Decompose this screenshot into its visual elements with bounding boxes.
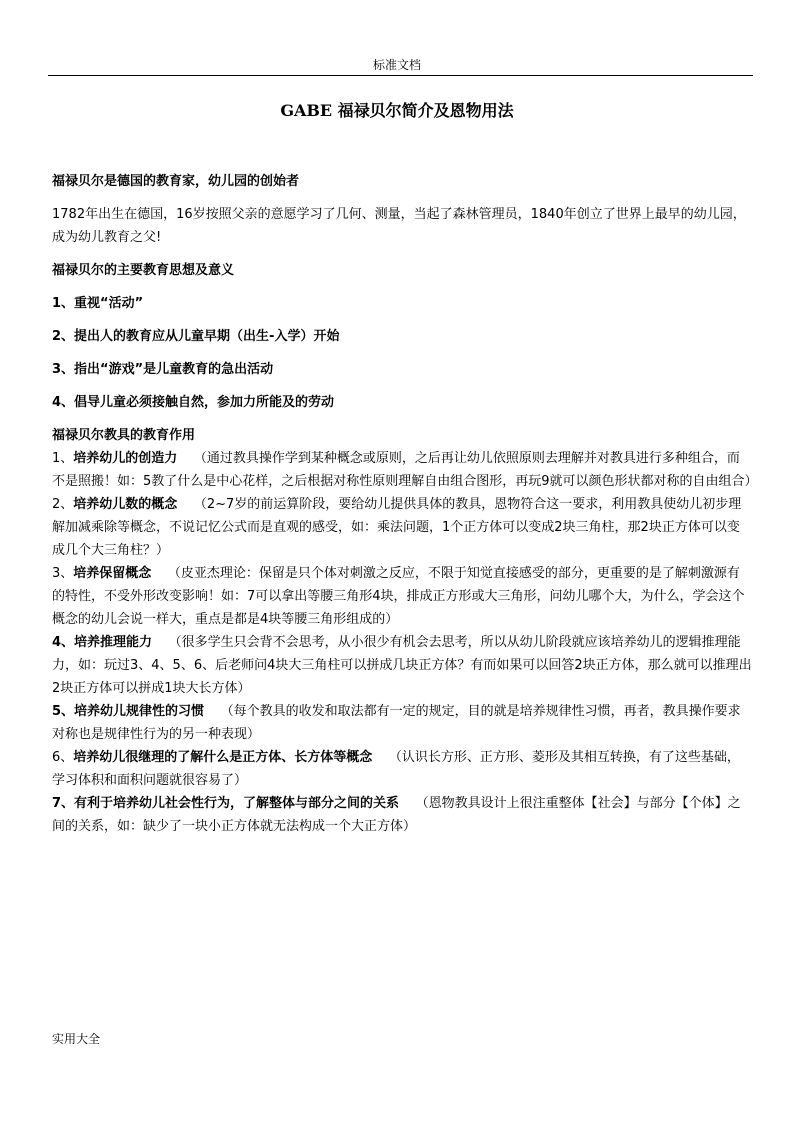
document-body [52, 170, 758, 838]
thoughts-heading: 福禄贝尔的主要教育思想及意义 [52, 263, 235, 278]
thought-item: 1、重视“活动” [52, 296, 144, 311]
header-rule [48, 75, 753, 76]
intro-heading: 福禄贝尔是德国的教育家，幼儿园的创始者 [52, 174, 300, 189]
thought-item: 4、倡导儿童必须接触自然，参加力所能及的劳动 [52, 395, 335, 410]
role-item [52, 562, 752, 631]
role-description: （恩物教具设计上很注重整体【社会】与部分【个体】之间的关系，如：缺少了一块小正方体就无法构成一个大正方体） [52, 796, 741, 834]
role-heading: 培养幼儿数的概念 [73, 497, 178, 512]
role-description: （通过教具操作学到某种概念或原则，之后再让幼儿依照原则去理解并对教具进行多种组合，而不是照搬！如：5教了什么是中心花样，之后根据对称性原则理解自由组合图形，再玩9就可以颜色形状都对称的自由组合） [52, 451, 758, 489]
intro-body: 1782年出生在德国，16岁按照父亲的意愿学习了几何、测量，当起了森林管理员，1840年创立了世界上最早的幼儿园，成为幼儿教育之父! [52, 207, 746, 245]
role-item [52, 493, 752, 562]
role-heading: 培养幼儿很继理的了解什么是正方体、长方体等概念 [73, 750, 373, 765]
document-title: GABE 福禄贝尔简介及恩物用法 [280, 101, 514, 120]
role-number: 2、 [52, 497, 74, 512]
role-heading: 培养保留概念 [73, 566, 152, 581]
role-item [52, 447, 758, 493]
role-description: （每个教具的收发和取法都有一定的规定，目的就是培养规律性习惯，再者，教具操作要求对称也是规律性行为的另一种表现） [52, 704, 741, 742]
role-description: （很多学生只会背不会思考，从小很少有机会去思考，所以从幼儿阶段就应该培养幼儿的逻辑推理能力，如：玩过3、4、5、6、后老师问4块大三角柱可以拼成几块正方体？有而如果可以回答2块正方体，那么就可以推理出2块正方体可以拼成1块大长方体） [52, 635, 752, 696]
role-number: 7、 [52, 796, 75, 811]
roles-heading: 福禄贝尔教具的教育作用 [52, 428, 196, 443]
page-header: 标准文档 [372, 58, 421, 72]
role-number: 4、 [52, 635, 75, 650]
role-item [52, 792, 752, 838]
role-description: （2~7岁的前运算阶段，要给幼儿提供具体的教具，恩物符合这一要求，利用教具使幼儿初步理解加减乘除等概念，不说记忆公式而是直观的感受，如：乘法问题，1个正方体可以变成2块三角柱，那2块正方体可以变成几个大三角柱？） [52, 497, 742, 558]
role-heading: 培养幼儿的创造力 [73, 451, 178, 466]
role-description: （皮亚杰理论：保留是只个体对刺激之反应，不限于知觉直接感受的部分，更重要的是了解刺激源有的特性，不受外形改变影响！如：7可以拿出等腰三角形4块，排成正方形或大三角形，问幼儿哪个大，为什么，学会这个概念的幼儿会说一样大，重点是都是4块等腰三角形组成的） [52, 566, 745, 627]
role-item [52, 631, 752, 700]
role-item [52, 700, 752, 746]
role-heading: 有利于培养幼儿社会性行为，了解整体与部分之间的关系 [74, 796, 400, 811]
role-number: 5、 [52, 704, 75, 719]
role-number: 3、 [52, 566, 74, 581]
role-heading: 培养推理能力 [74, 635, 153, 650]
thought-item: 2、提出人的教育应从儿童早期（出生-入学）开始 [52, 329, 340, 344]
role-description: （认识长方形、正方形、菱形及其相互转换，有了这些基础，学习体积和面积问题就很容易了） [52, 750, 740, 788]
role-number: 1、 [52, 451, 74, 466]
role-heading: 培养幼儿规律性的习惯 [74, 704, 205, 719]
page-footer: 实用大全 [52, 1032, 101, 1046]
role-item [52, 746, 752, 792]
thought-item: 3、指出“游戏”是儿童教育的急出活动 [52, 362, 274, 377]
role-number: 6、 [52, 750, 74, 765]
